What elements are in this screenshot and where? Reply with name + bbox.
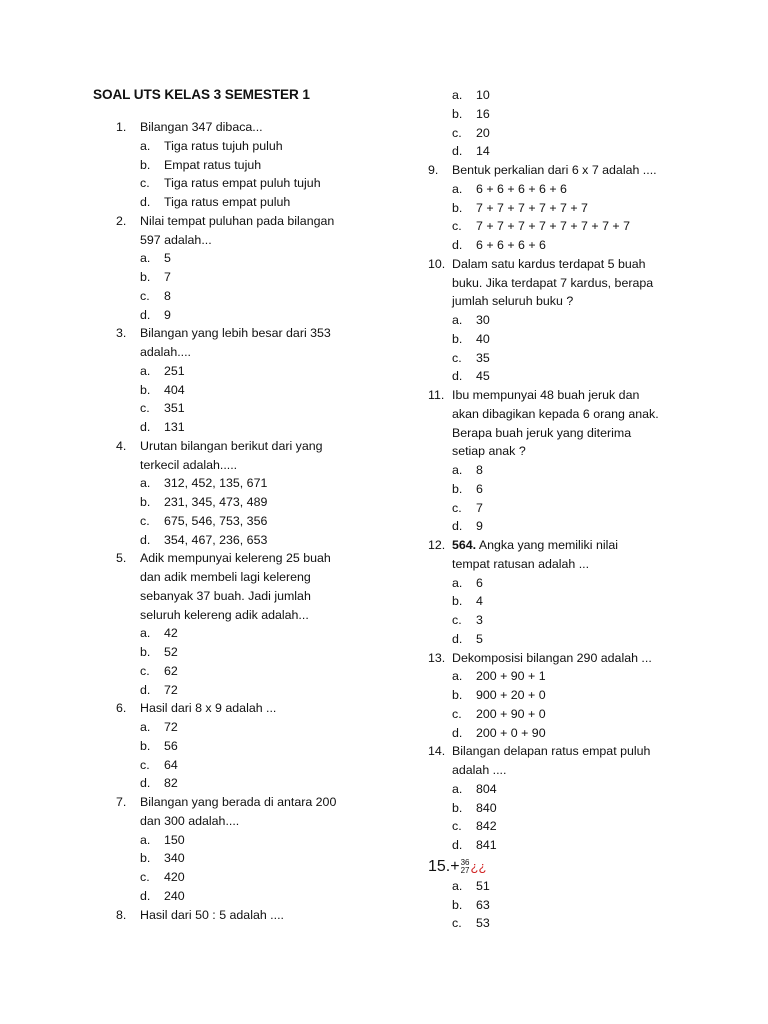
right-questions <box>428 161 678 855</box>
answer-option <box>116 662 366 681</box>
question-item <box>116 324 366 362</box>
option-letter: b. <box>452 331 463 346</box>
option-text: 131 <box>164 420 185 434</box>
option-letter: b. <box>140 738 151 753</box>
answer-option <box>116 306 366 325</box>
answer-option <box>116 193 366 212</box>
answer-option <box>116 774 366 793</box>
question-text-line: setiap anak ? <box>452 444 526 459</box>
option-text: 200 + 90 + 1 <box>476 669 546 684</box>
option-text: 200 + 90 + 0 <box>476 706 546 721</box>
question-item <box>116 906 366 925</box>
answer-option <box>428 86 678 105</box>
answer-option <box>428 180 678 199</box>
option-text: 7 <box>164 270 171 284</box>
answer-option <box>428 896 678 915</box>
question-15-fraction <box>461 859 470 875</box>
option-letter: c. <box>140 513 150 528</box>
option-text: 82 <box>164 776 178 791</box>
option-letter: a. <box>140 476 151 491</box>
option-letter: b. <box>452 800 463 815</box>
option-text: 52 <box>164 645 178 659</box>
option-letter: a. <box>452 575 463 590</box>
question-text-line: Ibu mempunyai 48 buah jeruk dan <box>452 388 640 402</box>
question-number: 12. <box>428 538 446 552</box>
option-letter: d. <box>452 238 463 252</box>
option-letter: c. <box>452 819 462 834</box>
option-letter: c. <box>452 613 462 627</box>
question-number: 9. <box>428 163 439 177</box>
question-number: 13. <box>428 650 446 665</box>
question-text-line: adalah.... <box>140 345 191 359</box>
option-letter: b. <box>452 594 463 609</box>
question-number: 7. <box>116 795 127 809</box>
option-text: 72 <box>164 720 178 734</box>
option-text: 404 <box>164 382 185 397</box>
answer-option <box>428 217 678 236</box>
option-letter: a. <box>140 251 151 266</box>
question-text-line: Bilangan delapan ratus empat puluh <box>452 744 651 759</box>
option-text: Empat ratus tujuh <box>164 157 262 172</box>
option-text: 354, 467, 236, 653 <box>164 532 268 547</box>
question-item <box>428 161 678 180</box>
option-letter: d. <box>452 725 463 740</box>
answer-option <box>428 780 678 799</box>
option-letter: a. <box>452 781 463 796</box>
option-letter: c. <box>452 125 462 140</box>
option-letter: c. <box>140 401 150 416</box>
option-text: 842 <box>476 819 497 834</box>
option-letter: c. <box>452 500 462 515</box>
answer-option <box>428 199 678 218</box>
option-letter: d. <box>140 195 151 209</box>
question-text-line: Bentuk perkalian dari 6 x 7 adalah .... <box>452 163 657 177</box>
question-number: 4. <box>116 438 127 453</box>
question-text-line: tempat ratusan adalah ... <box>452 556 590 571</box>
answer-option <box>428 574 678 593</box>
page-title: SOAL UTS KELAS 3 SEMESTER 1 <box>93 87 310 102</box>
option-letter: b. <box>140 382 151 397</box>
answer-option <box>116 512 366 531</box>
option-letter: b. <box>452 106 463 121</box>
answer-option <box>428 724 678 743</box>
question-text-line: akan dibagikan kepada 6 orang anak. <box>452 406 659 421</box>
answer-option <box>428 592 678 611</box>
question-text-line: adalah .... <box>452 763 507 777</box>
answer-option <box>428 705 678 724</box>
question-number: 5. <box>116 551 127 566</box>
option-text: Tiga ratus empat puluh tujuh <box>164 176 321 191</box>
option-text: 251 <box>164 363 185 378</box>
option-text: 42 <box>164 626 178 641</box>
option-text: 340 <box>164 851 185 866</box>
option-text: 51 <box>476 878 490 893</box>
answer-option <box>428 877 678 896</box>
question-text-line <box>452 536 678 555</box>
option-text: 53 <box>476 916 490 931</box>
option-text: 7 + 7 + 7 + 7 + 7 + 7 <box>476 200 588 215</box>
option-text: 675, 546, 753, 356 <box>164 513 268 528</box>
option-letter: a. <box>140 138 151 153</box>
answer-option <box>428 517 678 536</box>
question-item <box>428 742 678 780</box>
question-text-line: dan adik membeli lagi kelereng <box>140 570 311 584</box>
option-letter: c. <box>140 757 150 772</box>
question-text-line: Hasil dari 8 x 9 adalah ... <box>140 701 277 716</box>
answer-option <box>428 836 678 855</box>
question-text-line: Urutan bilangan berikut dari yang <box>140 438 323 453</box>
option-text: 6 + 6 + 6 + 6 + 6 <box>476 181 567 196</box>
question-text-line: Bilangan 347 dibaca... <box>140 120 263 134</box>
question-item <box>428 649 678 668</box>
option-text: 16 <box>476 106 490 121</box>
answer-option <box>116 249 366 268</box>
option-letter: d. <box>452 144 463 159</box>
question-number: 3. <box>116 326 127 341</box>
answer-option <box>116 493 366 512</box>
option-letter: b. <box>140 270 151 284</box>
answer-option <box>428 330 678 349</box>
option-letter: d. <box>452 838 463 852</box>
option-letter: b. <box>452 688 463 702</box>
option-letter: d. <box>140 420 151 434</box>
option-letter: c. <box>140 176 150 191</box>
option-letter: c. <box>452 219 462 234</box>
answer-option <box>428 367 678 386</box>
option-text: 56 <box>164 738 178 753</box>
option-letter: d. <box>140 307 151 322</box>
question-text-line: dan 300 adalah.... <box>140 813 240 828</box>
question-15-glyphs: ¿¿ <box>470 858 487 874</box>
question-15-label: 15.+ <box>428 857 460 875</box>
option-text: 20 <box>476 125 490 140</box>
option-letter: b. <box>452 200 463 215</box>
option-letter: d. <box>140 776 151 791</box>
question-text-line: sebanyak 37 buah. Jadi jumlah <box>140 588 311 603</box>
answer-option <box>428 499 678 518</box>
answer-option <box>116 268 366 287</box>
answer-option <box>116 156 366 175</box>
answer-option <box>428 914 678 933</box>
question-number: 2. <box>116 213 127 228</box>
option-text: 150 <box>164 832 185 847</box>
option-text: 4 <box>476 594 483 609</box>
option-letter: b. <box>452 481 463 496</box>
question-text-line: buku. Jika terdapat 7 kardus, berapa <box>452 275 654 290</box>
answer-option <box>116 137 366 156</box>
answer-option <box>116 474 366 493</box>
option-text: 200 + 0 + 90 <box>476 725 546 740</box>
answer-option <box>428 817 678 836</box>
option-text: 40 <box>476 331 490 346</box>
option-letter: c. <box>452 350 462 365</box>
option-text: 231, 345, 473, 489 <box>164 495 268 509</box>
option-text: 804 <box>476 781 497 796</box>
question-15-options <box>428 877 678 933</box>
option-text: 63 <box>476 897 490 912</box>
option-text: 10 <box>476 88 490 102</box>
answer-option <box>116 624 366 643</box>
option-text: 62 <box>164 663 178 678</box>
answer-option <box>116 362 366 381</box>
answer-option <box>116 718 366 737</box>
option-letter: c. <box>452 916 462 931</box>
question-number: 10. <box>428 256 446 271</box>
option-text: 420 <box>164 870 185 884</box>
question-item <box>116 437 366 475</box>
option-text: 312, 452, 135, 671 <box>164 476 268 491</box>
answer-option <box>116 418 366 437</box>
answer-option <box>116 381 366 400</box>
option-letter: d. <box>140 532 151 547</box>
question-text-line: Nilai tempat puluhan pada bilangan <box>140 213 335 228</box>
question-text-line: seluruh kelereng adik adalah... <box>140 607 309 622</box>
answer-option <box>116 681 366 700</box>
option-text: 900 + 20 + 0 <box>476 688 546 702</box>
option-text: 8 <box>164 288 171 303</box>
question-15 <box>428 855 678 879</box>
option-text: 8 <box>476 463 483 477</box>
answer-option <box>116 887 366 906</box>
option-text: 72 <box>164 682 178 697</box>
question-text-line: Dekomposisi bilangan 290 adalah ... <box>452 650 652 665</box>
option-letter: d. <box>452 519 463 534</box>
option-text: Tiga ratus empat puluh <box>164 195 291 209</box>
option-letter: c. <box>140 288 150 303</box>
question-text-line: Hasil dari 50 : 5 adalah .... <box>140 907 284 922</box>
option-letter: a. <box>140 832 151 847</box>
fraction-bottom: 27 <box>460 865 470 875</box>
answer-option <box>428 349 678 368</box>
question-text-line: Adik mempunyai kelereng 25 buah <box>140 551 331 566</box>
option-text: 7 + 7 + 7 + 7 + 7 + 7 + 7 + 7 <box>476 219 630 234</box>
option-text: 841 <box>476 838 497 852</box>
option-letter: c. <box>452 706 462 721</box>
answer-option <box>428 630 678 649</box>
question-text-line: Bilangan yang berada di antara 200 <box>140 795 337 809</box>
answer-option <box>428 461 678 480</box>
option-letter: d. <box>452 631 463 646</box>
answer-option <box>428 799 678 818</box>
answer-option <box>428 105 678 124</box>
question-item <box>116 793 366 831</box>
option-text: 6 + 6 + 6 + 6 <box>476 238 546 252</box>
question-number: 6. <box>116 701 127 716</box>
option-letter: b. <box>140 851 151 866</box>
option-text: 840 <box>476 800 497 815</box>
option-letter: d. <box>140 682 151 697</box>
question-text-line: Dalam satu kardus terdapat 5 buah <box>452 256 646 271</box>
option-text: 7 <box>476 500 483 515</box>
answer-option <box>116 868 366 887</box>
option-text: 9 <box>476 519 483 534</box>
option-letter: d. <box>452 369 463 384</box>
question-item <box>428 536 678 574</box>
answer-option <box>428 311 678 330</box>
option-letter: a. <box>452 313 463 327</box>
option-text: Tiga ratus tujuh puluh <box>164 138 283 153</box>
answer-option <box>116 831 366 850</box>
question-text-line: 597 adalah... <box>140 232 212 247</box>
answer-option <box>116 849 366 868</box>
option-text: 351 <box>164 401 185 416</box>
question-text-line: terkecil adalah..... <box>140 457 238 472</box>
question-item <box>428 255 678 311</box>
option-text: 5 <box>476 631 483 646</box>
option-letter: a. <box>452 181 463 196</box>
answer-option <box>116 174 366 193</box>
option-letter: a. <box>452 88 463 102</box>
answer-option <box>116 287 366 306</box>
option-text: 5 <box>164 251 171 266</box>
question-text-line: jumlah seluruh buku ? <box>452 294 574 309</box>
option-letter: b. <box>140 157 151 172</box>
answer-option <box>428 667 678 686</box>
option-letter: a. <box>140 626 151 641</box>
option-letter: c. <box>140 663 150 678</box>
option-text: 9 <box>164 307 171 322</box>
question-item <box>428 386 678 461</box>
question-text-line: Berapa buah jeruk yang diterima <box>452 425 632 440</box>
answer-option <box>116 399 366 418</box>
question-item <box>116 118 366 137</box>
question-text: Angka yang memiliki nilai <box>476 538 618 552</box>
option-letter: b. <box>452 897 463 912</box>
option-letter: d. <box>140 888 151 903</box>
left-column <box>116 118 366 924</box>
question-number: 11. <box>428 388 445 402</box>
option-text: 14 <box>476 144 490 159</box>
right-column <box>428 86 678 933</box>
option-letter: a. <box>452 463 463 477</box>
option-text: 6 <box>476 575 483 590</box>
answer-option <box>116 531 366 550</box>
question-number: 14. <box>428 744 446 759</box>
question-bold-number: 564. <box>452 538 477 552</box>
option-text: 30 <box>476 313 490 327</box>
question-item <box>116 549 366 624</box>
option-letter: a. <box>140 720 151 734</box>
option-text: 64 <box>164 757 178 772</box>
option-letter: a. <box>140 363 151 378</box>
option-text: 35 <box>476 350 490 365</box>
answer-option <box>116 737 366 756</box>
question-number: 8. <box>116 907 127 922</box>
question-item <box>116 212 366 250</box>
option-text: 3 <box>476 613 483 627</box>
answer-option <box>428 480 678 499</box>
answer-option <box>428 611 678 630</box>
option-letter: b. <box>140 495 151 509</box>
question-number: 1. <box>116 120 127 134</box>
answer-option <box>428 236 678 255</box>
fraction-top: 36 <box>460 857 470 867</box>
answer-option <box>116 643 366 662</box>
option-letter: c. <box>140 870 150 884</box>
option-letter: a. <box>452 669 463 684</box>
answer-option <box>428 124 678 143</box>
option-text: 240 <box>164 888 185 903</box>
question-text-line: Bilangan yang lebih besar dari 353 <box>140 326 331 341</box>
answer-option <box>116 756 366 775</box>
answer-option <box>428 142 678 161</box>
option-letter: a. <box>452 878 463 893</box>
question-item <box>116 699 366 718</box>
question-8-options-continued <box>428 86 678 161</box>
answer-option <box>428 686 678 705</box>
option-letter: b. <box>140 645 151 659</box>
option-text: 6 <box>476 481 483 496</box>
option-text: 45 <box>476 369 490 384</box>
